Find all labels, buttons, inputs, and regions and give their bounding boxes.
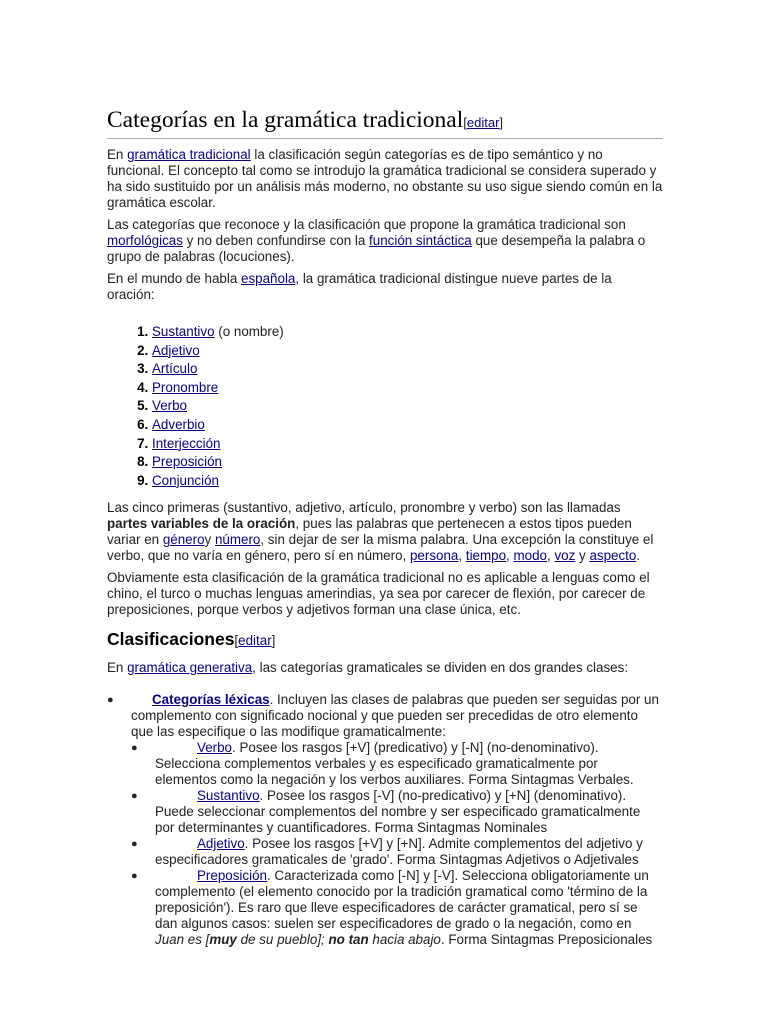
list-item	[152, 435, 663, 454]
link-gramatica-tradicional[interactable]: gramática tradicional	[127, 147, 251, 162]
link-tiempo[interactable]: tiempo	[465, 548, 507, 564]
link-sustantivo-lexico[interactable]: Sustantivo	[197, 788, 260, 804]
list-item: ● Adjetivo. Posee los rasgos [+V] y [+N]. Admite complementos del adjetivo y especificadores gramaticales de 'grado'. Forma Sintagmas Adjetivos o Adjetivales	[131, 836, 643, 868]
list-item	[152, 416, 663, 435]
list-item	[152, 453, 663, 472]
classification-list	[107, 692, 663, 948]
link-numero[interactable]: número	[214, 532, 261, 548]
list-item	[152, 397, 663, 416]
paragraph-categorias: Las categorías que reconoce y la clasificación que propone la gramática tradicional son morfológicas y no deben confundirse con la función sintáctica que desempeña la palabra o grupo de palabras (locuciones).	[107, 217, 646, 264]
link-espanola[interactable]: española	[241, 271, 296, 286]
paragraph-partes: En el mundo de habla española, la gramática tradicional distingue nueve partes de la oración:	[107, 271, 612, 302]
link-modo[interactable]: modo	[513, 548, 547, 564]
link-categorias-lexicas[interactable]: Categorías léxicas	[152, 692, 270, 708]
link-genero[interactable]: género	[162, 532, 205, 548]
bullet-icon: ●	[107, 694, 114, 707]
edit-link[interactable]: editar	[238, 633, 272, 649]
section-title: Categorías en la gramática tradicional	[107, 107, 464, 133]
section-heading-clasificaciones	[107, 628, 663, 652]
link-voz[interactable]: voz	[554, 548, 576, 564]
link-adjetivo-lexico[interactable]: Adjetivo	[197, 836, 245, 852]
section-title: Clasificaciones	[107, 629, 235, 650]
link-verbo[interactable]: Verbo	[152, 398, 187, 414]
list-item: ● Categorías léxicas. Incluyen las clases de palabras que pueden ser seguidas por un complemento con significado nocional y que pueden ser precedidas de otro elemento que las especifique o las modifique gramaticalmente: ● Verbo. Posee los rasgos [+V] (predicativo) y [-N] (no-denominativo). Selecciona complementos verbales y es especificado gramaticalmente por elementos como la negación y los verbos auxiliares. Forma Sintagmas Verbales. ● Sustantivo. Posee los rasgos [-V] (no-predicativo) y [+N] (denominativo). Puede seleccionar complementos del nombre y ser especificado gramaticalmente por determinantes y cuantificadores. Forma Sintagmas Nominales ● Adjetivo. Posee los rasgos [+V] y [+N]. Admite complementos del adjetivo y especificadores gramaticales de 'grado'. Forma Sintagmas Adjetivos o Adjetivales ● Preposición. Caracterizada como [-N] y [-V]. Selecciona obligatoriamente un complemento (el elemento conocido por la tradición gramatical como 'término de la preposición'). Es raro que lleve especificadores de carácter gramatical, pero sí se dan algunos casos: suelen ser especificadores de grado o la negación, como en Juan es [muy de su pueblo]; no tan hacia abajo. Forma Sintagmas Preposicionales	[107, 692, 663, 948]
edit-link[interactable]: editar	[466, 115, 500, 130]
link-adverbio[interactable]: Adverbio	[152, 416, 205, 432]
link-persona[interactable]: persona	[409, 548, 459, 564]
link-pronombre[interactable]: Pronombre	[152, 379, 219, 395]
bullet-icon: ●	[131, 790, 138, 803]
list-item	[152, 379, 663, 398]
list-item	[152, 342, 663, 361]
edit-section-link-group: [editar]	[234, 633, 276, 649]
link-morfologicas[interactable]: morfológicas	[107, 233, 183, 248]
parts-of-speech-list	[107, 323, 663, 490]
link-preposicion[interactable]: Preposición	[152, 454, 222, 470]
paragraph-variables: Las cinco primeras (sustantivo, adjetivo, artículo, pronombre y verbo) son las llamadas partes variables de la oración, pues las palabras que pertenecen a estos tipos pueden variar en géneroy número, sin dejar de ser la misma palabra. Una excepción la constituye el verbo, que no varía en género, pero sí en número, persona, tiempo, modo, voz y aspecto.	[107, 500, 654, 564]
list-item: ● Preposición. Caracterizada como [-N] y [-V]. Selecciona obligatoriamente un complemento (el elemento conocido por la tradición gramatical como 'término de la preposición'). Es raro que lleve especificadores de carácter gramatical, pero sí se dan algunos casos: suelen ser especificadores de grado o la negación, como en Juan es [muy de su pueblo]; no tan hacia abajo. Forma Sintagmas Preposicionales	[131, 868, 653, 948]
list-item	[152, 360, 663, 379]
lexical-sublist	[131, 740, 663, 948]
link-adjetivo[interactable]: Adjetivo	[152, 342, 200, 358]
bullet-icon: ●	[131, 838, 138, 851]
bullet-icon: ●	[131, 870, 138, 883]
bullet-icon: ●	[131, 742, 138, 755]
link-verbo-lexico[interactable]: Verbo	[197, 740, 232, 756]
link-preposicion-lexico[interactable]: Preposición	[197, 868, 267, 884]
list-item	[152, 472, 663, 491]
link-sustantivo[interactable]: Sustantivo	[152, 324, 215, 339]
link-articulo[interactable]: Artículo	[152, 361, 198, 377]
list-item: 1. Sustantivo (o nombre)	[152, 323, 663, 342]
section-heading-categorias	[107, 106, 663, 139]
paragraph-generativa: En gramática generativa, las categorías gramaticales se dividen en dos grandes clases:	[107, 660, 629, 676]
list-item: ● Verbo. Posee los rasgos [+V] (predicativo) y [-N] (no-denominativo). Selecciona complementos verbales y es especificado gramaticalmente por elementos como la negación y los verbos auxiliares. Forma Sintagmas Verbales.	[131, 740, 634, 788]
paragraph-obviamente: Obviamente esta clasificación de la gramática tradicional no es aplicable a lenguas como el chino, el turco o muchas lenguas amerindias, ya sea por carecer de flexión, por carecer de preposiciones, porque verbos y adjetivos forman una clase única, etc.	[107, 570, 650, 618]
link-aspecto[interactable]: aspecto	[589, 548, 637, 564]
paragraph-intro: En gramática tradicional la clasificación según categorías es de tipo semántico y no funcional. El concepto tal como se introdujo la gramática tradicional se considera superado y ha sido sustituido por un análisis más moderno, no obstante su uso sigue siendo común en la gramática escolar.	[107, 147, 663, 210]
link-gramatica-generativa[interactable]: gramática generativa	[127, 660, 253, 676]
article-content	[107, 106, 663, 948]
link-interjeccion[interactable]: Interjección	[152, 435, 221, 451]
link-funcion-sintactica[interactable]: función sintáctica	[369, 233, 472, 248]
edit-section-link-group: [editar]	[463, 115, 504, 130]
link-conjuncion[interactable]: Conjunción	[152, 472, 219, 488]
list-item: ● Sustantivo. Posee los rasgos [-V] (no-predicativo) y [+N] (denominativo). Puede seleccionar complementos del nombre y ser especificado gramaticalmente por determinantes y cuantificadores. Forma Sintagmas Nominales	[131, 788, 641, 836]
